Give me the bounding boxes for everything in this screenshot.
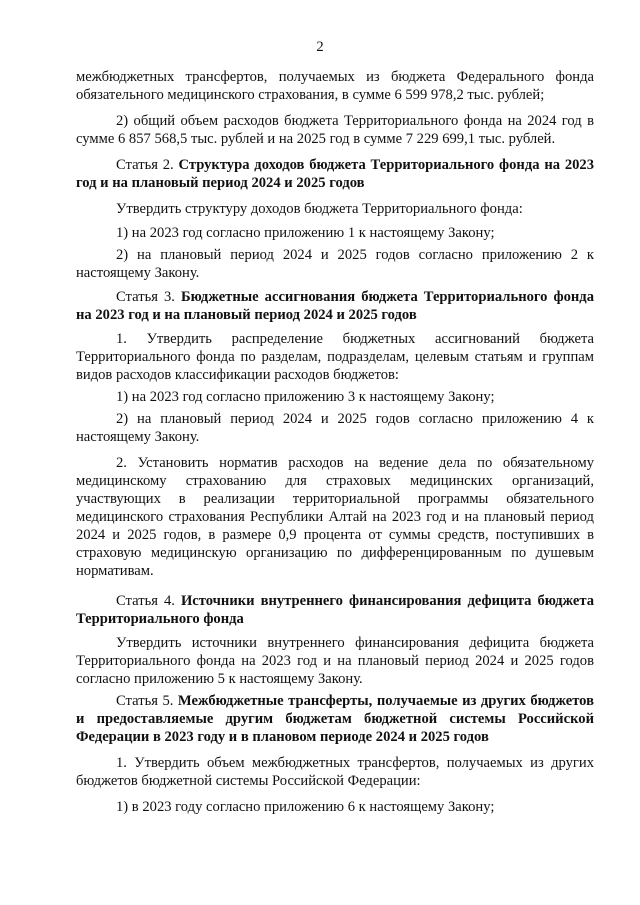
article-3-heading xyxy=(76,288,594,324)
article-title: Источники внутреннего финансирования дефицита бюджета Территориального фонда xyxy=(76,593,594,627)
article-prefix: Статья 2. xyxy=(116,157,179,173)
paragraph: 2. Установить норматив расходов на ведение дела по обязательному медицинскому страхованию для страховых медицинских организаций, участвующих в реализации территориальной программы обязательного медицинского страхования Республики Алтай на 2023 год и на плановый период 2024 и 2025 годов, в размере 0,9 процента от суммы средств, поступивших в страховую медицинскую организацию по дифференцированным по душевым нормативам. xyxy=(76,455,594,579)
paragraph: 2) на плановый период 2024 и 2025 годов согласно приложению 2 к настоящему Закону. xyxy=(76,247,594,281)
article-prefix: Статья 5. xyxy=(116,693,178,709)
article-prefix: Статья 3. xyxy=(116,289,181,305)
article-title: Структура доходов бюджета Территориального фонда на 2023 год и на плановый период 2024 и 2025 годов xyxy=(76,157,595,191)
paragraph: Утвердить источники внутреннего финансирования дефицита бюджета Территориального фонда на 2023 год и на плановый период 2024 и 2025 годов согласно приложению 5 к настоящему Закону. xyxy=(76,635,594,687)
paragraph: 1. Утвердить распределение бюджетных ассигнований бюджета Территориального фонда по разделам, подразделам, целевым статьям и группам видов расходов классификации расходов бюджетов: xyxy=(76,331,594,383)
article-title: Бюджетные ассигнования бюджета Территориального фонда на 2023 год и на плановый период 2024 и 2025 годов xyxy=(76,289,594,323)
article-prefix: Статья 4. xyxy=(116,593,181,609)
paragraph: 1) на 2023 год согласно приложению 3 к настоящему Закону; xyxy=(116,389,495,405)
paragraph: 2) на плановый период 2024 и 2025 годов согласно приложению 4 к настоящему Закону. xyxy=(76,411,594,445)
paragraph: 1. Утвердить объем межбюджетных трансфертов, получаемых из других бюджетов бюджетной системы Российской Федерации: xyxy=(76,755,594,789)
paragraph: 2) общий объем расходов бюджета Территориального фонда на 2024 год в сумме 6 857 568,5 тыс. рублей и на 2025 год в сумме 7 229 699,1 тыс. рублей. xyxy=(76,113,594,147)
paragraph: межбюджетных трансфертов, получаемых из бюджета Федерального фонда обязательного медицинского страхования, в сумме 6 599 978,2 тыс. рублей; xyxy=(76,69,594,103)
page-number: 2 xyxy=(316,39,324,55)
article-4-heading xyxy=(76,592,594,628)
paragraph: 1) на 2023 год согласно приложению 1 к настоящему Закону; xyxy=(116,225,495,241)
paragraph: Утвердить структуру доходов бюджета Территориального фонда: xyxy=(116,201,523,217)
article-title: Межбюджетные трансферты, получаемые из других бюджетов и предоставляемые другим бюджетам бюджетной системы Российской Федерации в 2023 году и в плановом периоде 2024 и 2025 годов xyxy=(76,693,594,745)
article-5-heading xyxy=(76,692,594,746)
article-2-heading xyxy=(76,156,594,192)
paragraph: 1) в 2023 году согласно приложению 6 к настоящему Закону; xyxy=(116,799,495,815)
